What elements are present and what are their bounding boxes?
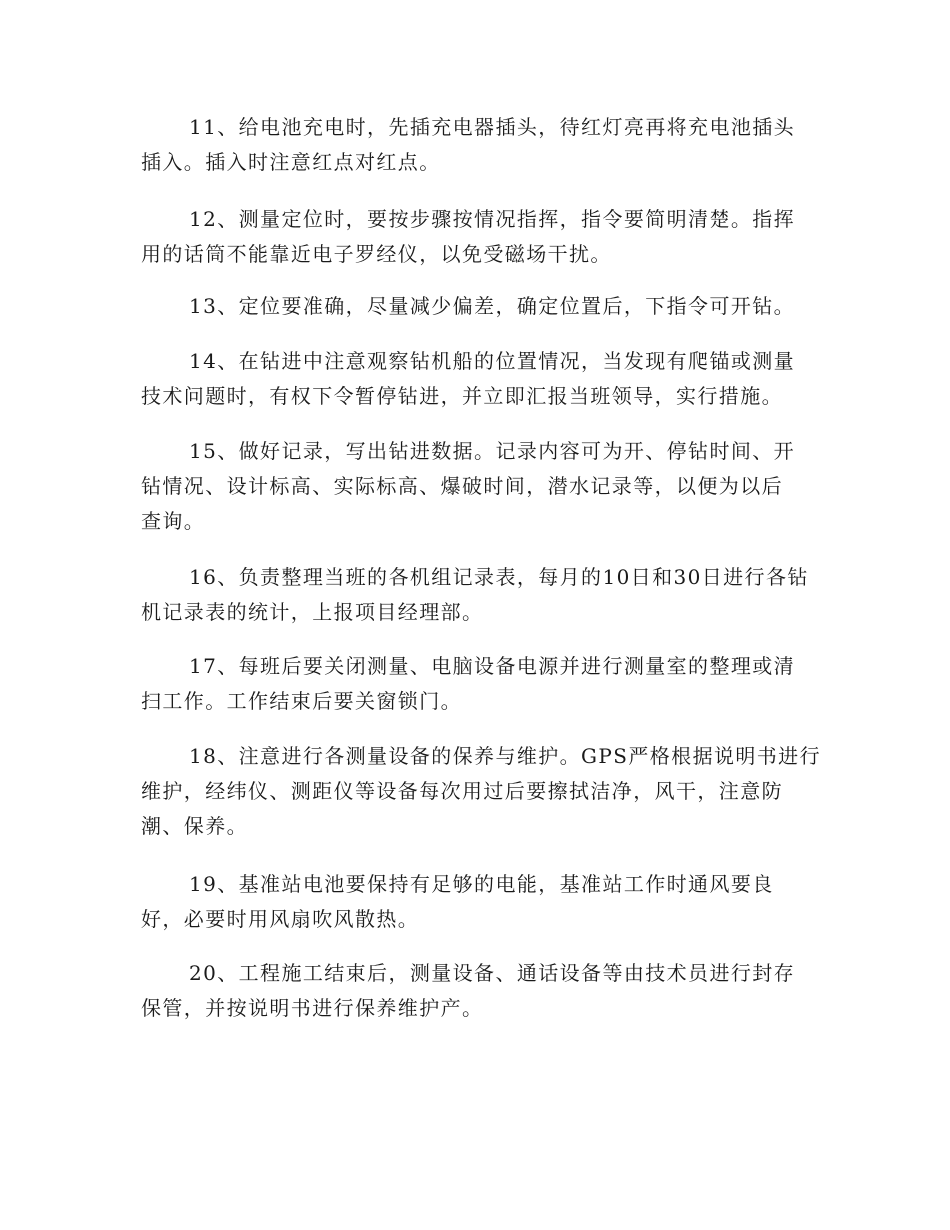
paragraph-18-line-2: 维护，经纬仪、测距仪等设备每次用过后要擦拭洁净，风干，注意防 [141,779,783,803]
paragraph-13-line-1: 13、定位要准确，尽量减少偏差，确定位置后，下指令可开钻。 [189,294,796,318]
paragraph-12-line-1: 12、测量定位时，要按步骤按情况指挥，指令要简明清楚。指挥 [189,207,796,231]
paragraph-15-line-3: 查询。 [141,509,206,533]
paragraph-20-line-1: 20、工程施工结束后，测量设备、通话设备等由技术员进行封存 [189,961,796,985]
paragraph-17-line-2: 扫工作。工作结束后要关窗锁门。 [141,689,462,713]
paragraph-18-line-3: 潮、保养。 [141,814,248,838]
paragraph-14-line-1: 14、在钻进中注意观察钻机船的位置情况，当发现有爬锚或测量 [189,349,796,373]
paragraph-12-line-2: 用的话筒不能靠近电子罗经仪，以免受磁场干扰。 [141,242,612,266]
paragraph-14-line-2: 技术问题时，有权下令暂停钻进，并立即汇报当班领导，实行措施。 [141,384,783,408]
paragraph-19-line-2: 好，必要时用风扇吹风散热。 [141,907,420,931]
paragraph-16-line-2: 机记录表的统计，上报项目经理部。 [141,600,484,624]
paragraph-20-line-2: 保管，并按说明书进行保养维护产。 [141,996,484,1020]
paragraph-17-line-1: 17、每班后要关闭测量、电脑设备电源并进行测量室的整理或清 [189,654,796,678]
paragraph-11-line-1: 11、给电池充电时，先插充电器插头，待红灯亮再将充电池插头 [189,115,796,139]
paragraph-18-line-1: 18、注意进行各测量设备的保养与维护。GPS严格根据说明书进行 [189,744,821,768]
paragraph-16-line-1: 16、负责整理当班的各机组记录表，每月的10日和30日进行各钻 [189,565,809,589]
paragraph-19-line-1: 19、基准站电池要保持有足够的电能，基准站工作时通风要良 [189,872,774,896]
paragraph-15-line-1: 15、做好记录，写出钻进数据。记录内容可为开、停钻时间、开 [189,439,796,463]
paragraph-11-line-2: 插入。插入时注意红点对红点。 [141,150,441,174]
paragraph-15-line-2: 钻情况、设计标高、实际标高、爆破时间，潜水记录等，以便为以后 [141,474,783,498]
